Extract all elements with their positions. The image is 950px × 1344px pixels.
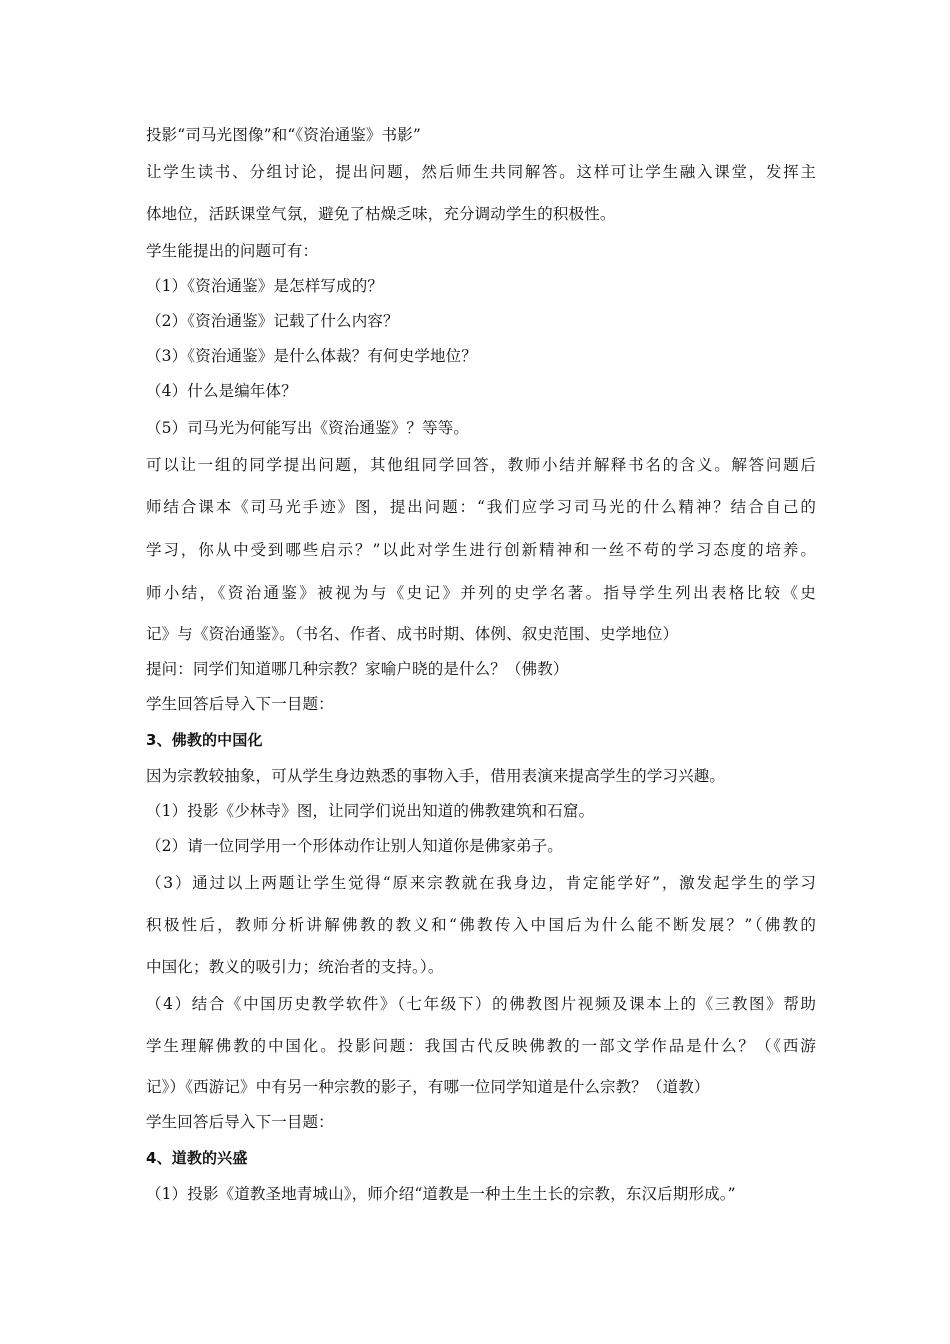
list-item: （1）投影《少林寺》图，让同学们说出知道的佛教建筑和石窟。 xyxy=(146,802,595,820)
text-line: 学生回答后导入下一目题： xyxy=(146,1113,334,1131)
text-line: 中国化；教义的吸引力；统治者的支持。）。 xyxy=(146,958,444,976)
list-item: （5）司马光为何能写出《资治通鉴》？等等。 xyxy=(146,419,470,437)
text-line: 投影“司马光图像”和“《资治通鉴》书影” xyxy=(146,126,421,144)
text-line: 师结合课本《司马光手迹》图，提出问题：“我们应学习司马光的什么精神？结合自己的 xyxy=(146,498,816,516)
list-item: （3）《资治通鉴》是什么体裁？有何史学地位？ xyxy=(146,347,477,365)
list-item: （2）请一位同学用一个形体动作让别人知道你是佛家弟子。 xyxy=(146,837,563,855)
section-heading: 3、佛教的中国化 xyxy=(146,731,263,749)
list-item: （2）《资治通鉴》记载了什么内容？ xyxy=(146,312,399,330)
text-line: 可以让一组的同学提出问题，其他组同学回答，教师小结并解释书名的含义。解答问题后 xyxy=(146,456,816,474)
text-line: 学生理解佛教的中国化。投影问题：我国古代反映佛教的一部文学作品是什么？（《西游 xyxy=(146,1037,816,1055)
list-item: （4）什么是编年体？ xyxy=(146,382,297,400)
text-line: 师小结，《资治通鉴》被视为与《史记》并列的史学名著。指导学生列出表格比较《史 xyxy=(146,584,816,602)
list-item: （1）《资治通鉴》是怎样写成的？ xyxy=(146,277,384,295)
text-line: 学生能提出的问题可有： xyxy=(146,242,319,260)
list-item: （3）通过以上两题让学生觉得“原来宗教就在我身边，肯定能学好”，激发起学生的学习 xyxy=(146,874,816,892)
list-item: （4）结合《中国历史教学软件》（七年级下）的佛教图片视频及课本上的《三教图》帮助 xyxy=(146,995,816,1013)
text-line: 体地位，活跃课堂气氛，避免了枯燥乏味，充分调动学生的积极性。 xyxy=(146,205,616,223)
list-item: （1）投影《道教圣地青城山》，师介绍“道教是一种土生土长的宗教，东汉后期形成。” xyxy=(146,1185,736,1203)
section-heading: 4、道教的兴盛 xyxy=(146,1149,248,1167)
text-line: 记》与《资治通鉴》。（书名、作者、成书时期、体例、叙史范围、史学地位） xyxy=(146,625,679,643)
text-line: 学生回答后导入下一目题： xyxy=(146,695,334,713)
text-line: 积极性后，教师分析讲解佛教的教义和“佛教传入中国后为什么能不断发展？”（佛教的 xyxy=(146,916,816,934)
text-line: 因为宗教较抽象，可从学生身边熟悉的事物入手，借用表演来提高学生的学习兴趣。 xyxy=(146,767,726,785)
text-line: 让学生读书、分组讨论，提出问题，然后师生共同解答。这样可让学生融入课堂，发挥主 xyxy=(146,163,816,181)
text-line: 记》）《西游记》中有另一种宗教的影子，有哪一位同学知道是什么宗教？（道教） xyxy=(146,1078,710,1096)
text-line: 提问：同学们知道哪几种宗教？家喻户晓的是什么？（佛教） xyxy=(146,660,569,678)
text-line: 学习，你从中受到哪些启示？”以此对学生进行创新精神和一丝不苟的学习态度的培养。 xyxy=(146,541,816,559)
